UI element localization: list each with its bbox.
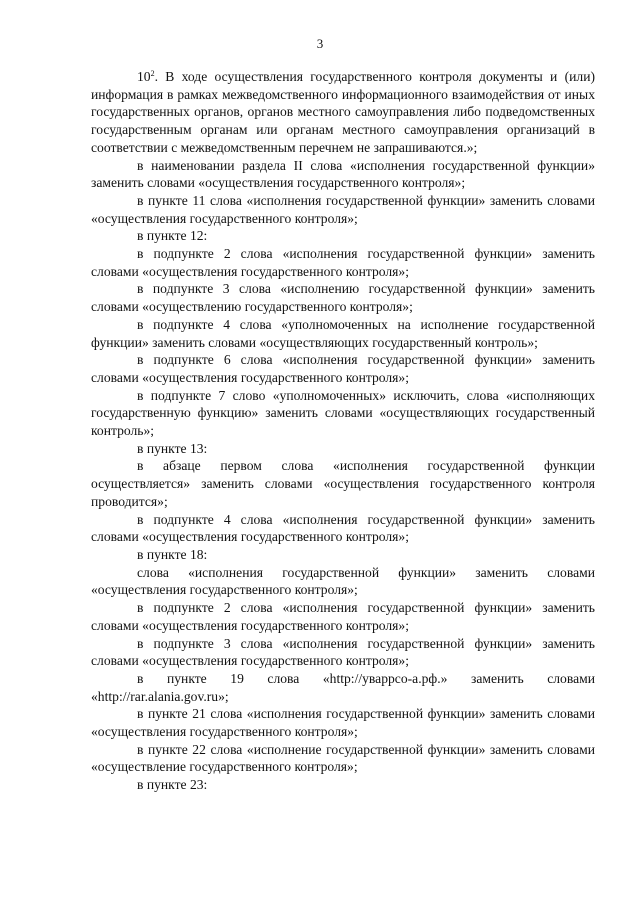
item-number-superscript: 2 bbox=[150, 69, 155, 78]
paragraph: в подпункте 7 слово «уполномоченных» исключить, слова «исполняющих государственную функцию» заменить словами «осуществляющих государственный контроль»; bbox=[91, 387, 595, 439]
paragraph: в подпункте 4 слова «исполнения государственной функции» заменить словами «осуществления государственного контроля»; bbox=[91, 511, 595, 545]
paragraph: слова «исполнения государственной функции» заменить словами «осуществления государственного контроля»; bbox=[91, 564, 595, 598]
paragraph: в подпункте 2 слова «исполнения государственной функции» заменить словами «осуществления государственного контроля»; bbox=[91, 600, 595, 633]
paragraph: в пункте 12: bbox=[137, 228, 208, 244]
paragraph: в подпункте 2 слова «исполнения государственной функции» заменить словами «осуществления государственного контроля»; bbox=[91, 246, 595, 279]
document-body bbox=[91, 68, 595, 794]
paragraph: в пункте 18: bbox=[137, 546, 208, 562]
item-number: 10 bbox=[137, 69, 151, 84]
paragraph: в пункте 13: bbox=[137, 440, 208, 456]
paragraph: в подпункте 3 слова «исполнения государственной функции» заменить словами «осуществления государственного контроля»; bbox=[91, 635, 595, 669]
page-number: 3 bbox=[316, 36, 324, 51]
paragraph: в пункте 22 слова «исполнение государственной функции» заменить словами «осуществление государственного контроля»; bbox=[91, 741, 595, 775]
paragraph: в пункте 19 слова «http://уваррсо-а.рф.» заменить словами «http://rar.alania.gov.ru»; bbox=[91, 670, 595, 704]
paragraph: в подпункте 4 слова «уполномоченных на исполнение государственной функции» заменить словами «осуществляющих государственный контроль»; bbox=[91, 316, 595, 350]
paragraph: в подпункте 6 слова «исполнения государственной функции» заменить словами «осуществления государственного контроля»; bbox=[91, 352, 595, 385]
paragraph: в пункте 23: bbox=[137, 777, 208, 793]
paragraph: в наименовании раздела II слова «исполнения государственной функции» заменить словами «осуществления государственного контроля»; bbox=[91, 157, 595, 191]
paragraph-text: . В ходе осуществления государственного контроля документы и (или) информация в рамках межведомственного информационного взаимодействия от иных государственных органов, органов местного самоуправления либо подведомственных государственным органам или органам местного самоуправления организаций в соответствии с межведомственным перечнем не запрашиваются.»; bbox=[91, 69, 595, 155]
paragraph: в пункте 11 слова «исполнения государственной функции» заменить словами «осуществления государственного контроля»; bbox=[91, 192, 595, 226]
paragraph-item-10-2 bbox=[91, 68, 595, 157]
paragraph: в подпункте 3 слова «исполнению государственной функции» заменить словами «осуществлению государственного контроля»; bbox=[91, 281, 595, 315]
paragraph: в абзаце первом слова «исполнения государственной функции осуществляется» заменить словами «осуществления государственного контроля проводится»; bbox=[91, 458, 595, 509]
paragraph: в пункте 21 слова «исполнения государственной функции» заменить словами «осуществления государственного контроля»; bbox=[91, 706, 595, 740]
